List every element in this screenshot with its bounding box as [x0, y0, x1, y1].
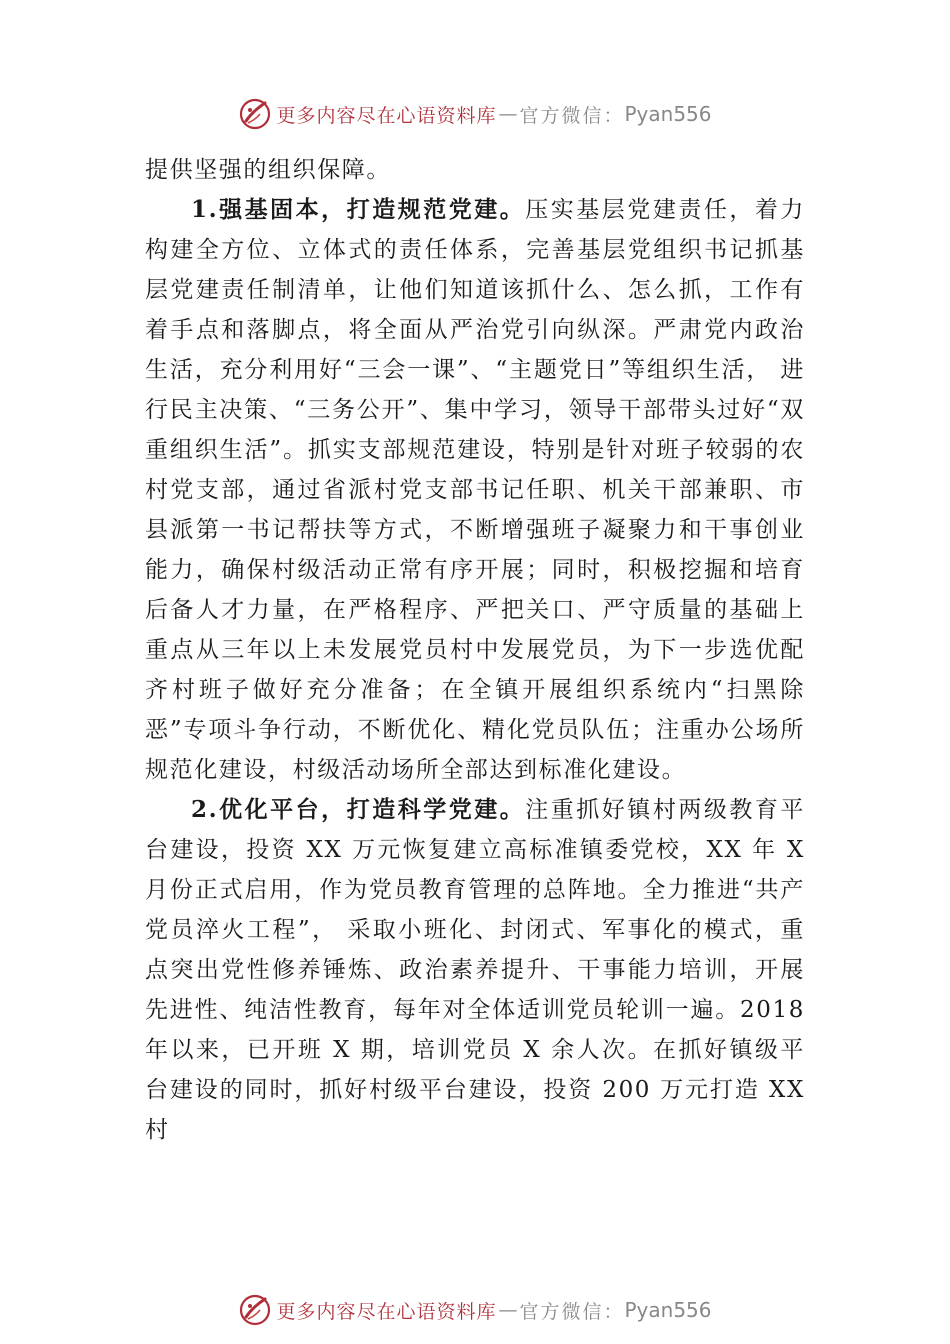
paragraph-text: 压实基层党建责任，着力构建全方位、立体式的责任体系，完善基层党组织书记抓基层党建责任制清单，让他们知道该抓什么、怎么抓，工作有着手点和落脚点，将全面从严治党引向纵深。严肃党内政治生活，充分利用好“三会一课”、“主题党日”等组织生活， 进行民主决策、“三务公开”、集中学习，领导干部带头过好“双重组织生活”。抓实支部规范建设，特别是针对班子较弱的农村党支部，通过省派村党支部书记任职、机关干部兼职、市县派第一书记帮扶等方式，不断增强班子凝聚力和干事创业能力，确保村级活动正常有序开展；同时，积极挖掘和培育后备人才力量，在严格程序、严把关口、严守质量的基础上重点从三年以上未发展党员村中发展党员，为下一步选优配齐村班子做好充分准备；在全镇开展组织系统内“扫黑除恶”专项斗争行动，不断优化、精化党员队伍；注重办公场所规范化建设，村级活动场所全部达到标准化建设。 — [145, 197, 805, 783]
paragraph-1 — [145, 190, 805, 790]
document-body — [145, 150, 805, 1150]
brush-logo-icon — [238, 97, 272, 131]
header-banner — [0, 94, 950, 134]
paragraph-continuation — [145, 150, 805, 190]
banner-dash: — — [498, 103, 518, 125]
wechat-id: Pyan556 — [624, 102, 712, 126]
paragraph-2 — [145, 790, 805, 1150]
paragraph-heading: 1.强基固本，打造规范党建。 — [191, 196, 526, 223]
paragraph-text: 注重抓好镇村两级教育平台建设，投资 XX 万元恢复建立高标准镇委党校，XX 年 X 月份正式启用，作为党员教育管理的总阵地。全力推进“共产党员淬火工程”， 采取小班化、封闭式、军事化的模式，重点突出党性修养锤炼、政治素养提升、干事能力培训，开展先进性、纯洁性教育，每年对全体适训党员轮训一遍。2018 年以来，已开班 X 期，培训党员 X 余人次。在抓好镇级平台建设的同时，抓好村级平台建设，投资 200 万元打造 XX 村 — [145, 797, 805, 1143]
banner-dash: — — [498, 1299, 518, 1321]
footer-banner — [0, 1290, 950, 1330]
brush-logo-icon — [238, 1293, 272, 1327]
library-text: 更多内容尽在心语资料库 — [276, 104, 497, 127]
wechat-id: Pyan556 — [624, 1298, 712, 1322]
paragraph-heading: 2.优化平台，打造科学党建。 — [191, 796, 526, 823]
library-text: 更多内容尽在心语资料库 — [276, 1300, 497, 1323]
wechat-label: 官方微信： — [519, 1300, 625, 1323]
wechat-label: 官方微信： — [519, 104, 625, 127]
paragraph-text: 提供坚强的组织保障。 — [145, 157, 391, 183]
